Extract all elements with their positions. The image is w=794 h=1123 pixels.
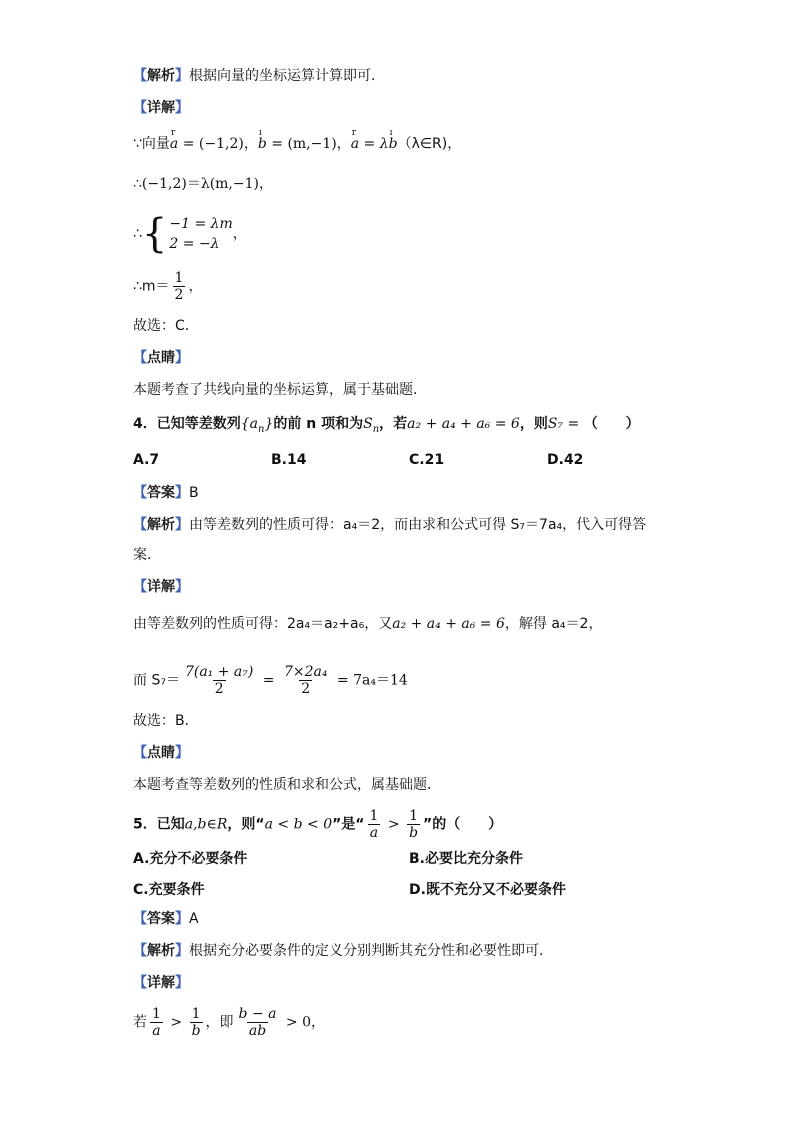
- comment-tag: 【点睛】: [133, 350, 189, 366]
- fraction: $\frac{1}{b}$: [191, 1006, 201, 1039]
- answer-value: A: [189, 911, 199, 927]
- q5-stem: 5．已知a,b∈R，则“a < b < 0”是“ $\frac{1}{a}$ > $\frac{1}{b}$ ”的（ ）: [133, 808, 503, 841]
- comment-tag: 【点睛】: [133, 745, 189, 761]
- q4-comment-text: 本题考查等差数列的性质和求和公式，属基础题．: [133, 777, 441, 793]
- q5-answer-line: [133, 909, 199, 929]
- analysis-tag: 【解析】: [133, 943, 189, 959]
- analysis-text: 根据向量的坐标运算计算即可．: [189, 68, 385, 84]
- detail-tag: 【详解】: [133, 100, 189, 116]
- detail-tag: 【详解】: [133, 975, 189, 991]
- q4-jiexi-line-2: 案．: [133, 547, 161, 563]
- fraction: $\frac{1}{2}$: [174, 270, 184, 303]
- q4-comment-tag-line: [133, 743, 189, 763]
- q4-stem: 4．已知等差数列$\{a_n\}$的前 n 项和为$S_n$，若a₂ + a₄ + a₆ = 6，则S₇ = （ ）: [133, 416, 640, 435]
- s3-detail-tag-line: [133, 98, 189, 118]
- q5-detail-line: 若 $\frac{1}{a}$ > $\frac{1}{b}$ ，即 $\frac{b - a}{ab}$ > 0，: [133, 1006, 326, 1039]
- answer-tag: 【答案】: [133, 911, 189, 927]
- s3-comment-text: 本题考查了共线向量的坐标运算，属于基础题．: [133, 382, 427, 398]
- answer-tag: 【答案】: [133, 485, 189, 501]
- q5-option-c: C.充要条件: [133, 882, 205, 898]
- s3-jiexi-line: [133, 66, 385, 86]
- q4-detail-line-2: 而 S₇＝ $\frac{\text{7(a₁ + a₇)}}{2}$ = $\frac{\text{7×2a₄}}{2}$ = 7a₄＝14: [133, 664, 408, 697]
- fraction: $\frac{1}{a}$: [369, 808, 379, 841]
- fraction: $\frac{b - a}{ab}$: [238, 1006, 277, 1039]
- q5-detail-tag-line: [133, 973, 189, 993]
- q4-answer-line: [133, 483, 199, 503]
- s3-m-value-line: ∴m＝ $\frac{1}{2}$ ，: [133, 270, 203, 303]
- fraction: $\frac{\text{7(a₁ + a₇)}}{2}$: [184, 664, 254, 697]
- fraction: $\frac{1}{a}$: [152, 1006, 161, 1039]
- s3-given-line: ∵向量 r a = (−1,2)， ı b = (m,−1)， r a = λ ı b（λ∈R)，: [133, 128, 462, 152]
- equation-system: { −1 = λm 2 = −λ: [141, 211, 233, 257]
- q5-option-d: D.既不充分又不必要条件: [409, 882, 566, 898]
- q5-option-b: B.必要比充分条件: [409, 851, 523, 867]
- q4-detail-line-1: 由等差数列的性质可得：2a₄＝a₂+a₆，又a₂ + a₄ + a₆ = 6，解得 a₄＝2，: [133, 616, 603, 632]
- q4-detail-tag-line: [133, 577, 189, 597]
- fraction: $\frac{\text{7×2a₄}}{2}$: [283, 664, 328, 697]
- analysis-tag: 【解析】: [133, 68, 189, 84]
- answer-value: B: [189, 485, 199, 501]
- s3-equation-line: ∴(−1,2)＝λ(m,−1)，: [133, 176, 273, 192]
- q5-option-a: A.充分不必要条件: [133, 851, 248, 867]
- detail-tag: 【详解】: [133, 579, 189, 595]
- q4-answer-conclusion: 故选：B．: [133, 713, 199, 729]
- q4-option-c: C.21: [409, 452, 445, 468]
- q4-option-d: D.42: [547, 452, 584, 468]
- q4-option-b: B.14: [271, 452, 307, 468]
- s3-answer-line: 故选：C．: [133, 318, 199, 334]
- q5-jiexi-line: 【解析】根据充分必要条件的定义分别判断其充分性和必要性即可．: [133, 943, 553, 959]
- fraction: $\frac{1}{b}$: [409, 808, 419, 841]
- q4-jiexi-line: 【解析】由等差数列的性质可得：a₄＝2，而由求和公式可得 S₇＝7a₄，代入可得答: [133, 517, 647, 533]
- s3-comment-tag-line: [133, 348, 189, 368]
- analysis-tag: 【解析】: [133, 517, 189, 533]
- s3-system-line: ∴ { −1 = λm 2 = −λ ，: [133, 211, 247, 257]
- q4-option-a: A.7: [133, 452, 160, 468]
